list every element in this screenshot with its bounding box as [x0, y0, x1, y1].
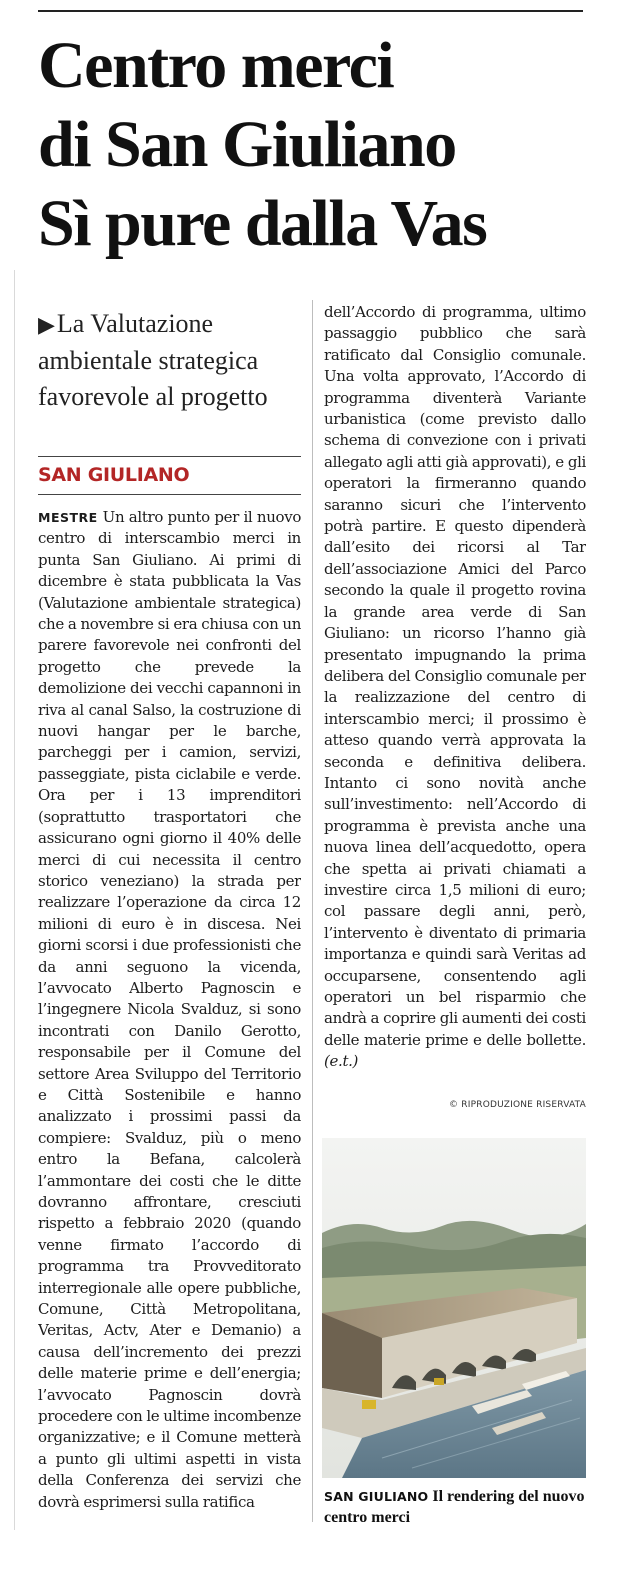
author-signature: (e.t.) [324, 1052, 359, 1071]
caption-text: Il rendering del nuovo centro merci [324, 1488, 585, 1526]
column-divider [312, 300, 313, 1522]
headline-line-3: Sì pure dalla Vas [38, 187, 487, 260]
caption-kicker: SAN GIULIANO [324, 1489, 429, 1504]
body-column-1 [38, 507, 301, 1527]
dateline: MESTRE [38, 510, 103, 525]
copyright-notice: © RIPRODUZIONE RISERVATA [449, 1100, 586, 1110]
subheadline-text: La Valutazione ambientale strategica favorevole al progetto [38, 309, 268, 411]
subheadline [38, 306, 308, 415]
headline-line-1: Centro merci [38, 29, 394, 102]
headline-line-2: di San Giuliano [38, 108, 456, 181]
page-edge-rule [14, 270, 15, 1530]
body-text-1: Un altro punto per il nuovo centro di interscambio merci in punta San Giuliano. Ai primi di dicembre è stata pubblicata la Vas (Valutazione ambientale strategica) che a novembre si era chiusa con un parere favorevole nei confronti del progetto che prevede la demolizione dei vecchi capannoni in riva al canal Salso, la costruzione di nuovi hangar per le barche, parcheggi per i camion, servizi, passeggiate, pista ciclabile e verde. Ora per i 13 imprenditori (soprattutto trasportatori che assicurano ogni giorno il 40% delle merci di cui necessita il centro storico veneziano) la strada per realizzare l’operazione da circa 12 milioni di euro è in discesa. Nei giorni scorsi i due professionisti che da anni seguono la vicenda, l’avvocato Alberto Pagnoscin e l’ingegnere Nicola Svalduz, si sono incontrati con Danilo Gerotto, responsabile per il Comune del settore Area Sviluppo del Territorio e Città Sostenibile e hanno analizzato i prossimi passi da compiere: Svalduz, più o meno entro la Befana, calcolerà l’ammontare dei costi che le ditte dovranno affrontare, cresciuti rispetto a febbraio 2020 (quando venne firmato l’accordo di programma tra Provveditorato interregionale alle opere pubbliche, Comune, Città Metropolitana, Veritas, Actv, Ater e Demanio) a causa dell’incremento dei prezzi delle materie prime e dell’energia; l’avvocato Pagnoscin dovrà procedere con le ultime incombenze organizzative; e il Comune metterà a punto gli ultimi aspetti in vista della Conferenza dei servizi che dovrà esprimersi sulla ratifica [38, 508, 301, 1511]
body-column-2 [324, 302, 586, 1102]
headline [38, 26, 598, 263]
top-rule [38, 10, 583, 12]
section-rule-bottom [38, 494, 301, 495]
section-kicker: SAN GIULIANO [38, 464, 190, 486]
rendering-image [322, 1138, 586, 1478]
rendering-illustration [322, 1138, 586, 1478]
triangle-bullet-icon: ▶ [38, 312, 55, 337]
section-rule-top [38, 456, 301, 457]
body-text-2: dell’Accordo di programma, ultimo passaggio pubblico che sarà ratificato dal Consiglio comunale. Una volta approvato, l’Accordo di programma diventerà Variante urbanistica (come previsto dallo schema di convezione con i privati allegato agli atti già approvati), e gli operatori la firmeranno quando saranno sicuri che l’intervento potrà partire. E questo dipenderà dall’esito dei ricorsi al Tar dell’associazione Amici del Parco secondo la quale il progetto rovina la grande area verde di San Giuliano: un ricorso l’hanno già presentato impugnando la prima delibera del Consiglio comunale per la realizzazione del centro di interscambio merci; il prossimo è atteso quando verrà approvata la seconda e definitiva delibera. Intanto ci sono novità anche sull’investimento: nell’Accordo di programma è prevista anche una nuova linea dell’acquedotto, opera che spetta ai privati chiamati a investire circa 1,5 milioni di euro; col passare degli anni, però, l’intervento è diventato di primaria importanza e quindi sarà Veritas ad occuparsene, consentendo agli operatori un bel risparmio che andrà a coprire gli aumenti dei costi delle materie prime e delle bollette. [324, 303, 586, 1049]
image-caption [324, 1486, 586, 1528]
